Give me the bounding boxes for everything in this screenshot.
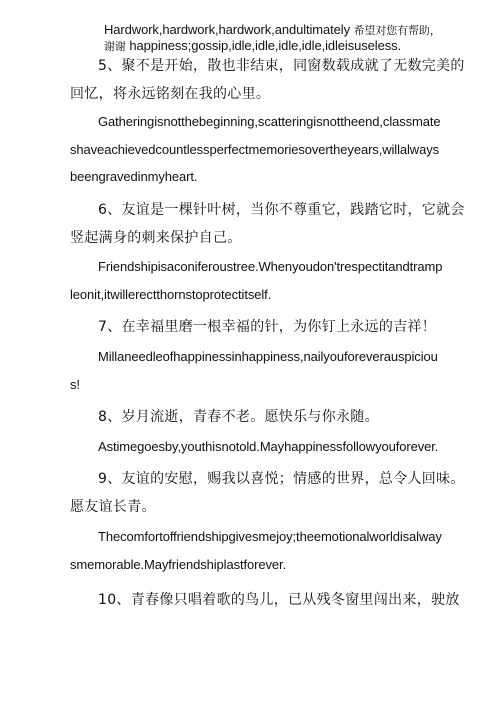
text-line (104, 38, 401, 55)
text-line: 5、聚不是开始，散也非结束，同窗数载成就了无数完美的 (98, 58, 465, 74)
text-line: 竖起满身的刺来保护自己。 (70, 230, 242, 246)
text-line: leonit,itwillerectthornstoprotectitself. (70, 287, 272, 302)
text-line: s! (70, 377, 80, 392)
text-line: Gatheringisnotthebeginning,scatteringisnottheend,classmate (98, 114, 441, 129)
text-line: 6、友谊是一棵针叶树，当你不尊重它，践踏它时，它就会 (98, 202, 465, 218)
text-line: Millaneedleofhappinessinhappiness,nailyouforeverauspiciou (98, 349, 438, 364)
text-line: 9、友谊的安慰，赐我以喜悦；情感的世界，总令人回味。 (98, 471, 465, 487)
text-fragment: 希望对您有帮助， (353, 25, 441, 37)
text-line: beengravedinmyheart. (70, 169, 198, 184)
text-fragment: Hardwork,hardwork,hardwork,andultimately (104, 22, 350, 37)
text-line: 8、岁月流逝，青春不老。愿快乐与你永随。 (98, 409, 379, 425)
text-line: shaveachievedcountlessperfectmemoriesovertheyears,willalways (70, 142, 440, 157)
text-line: 回忆，将永远铭刻在我的心里。 (70, 86, 271, 102)
text-line: 10、青春像只唱着歌的鸟儿，已从残冬窗里闯出来，驶放 (98, 592, 460, 608)
text-fragment: happiness;gossip,idle,idle,idle,idle,idleisuseless. (129, 38, 402, 53)
text-line: 愿友谊长青。 (70, 499, 156, 515)
text-line (104, 22, 441, 39)
text-line: Astimegoesby,youthisnotold.Mayhappinessfollowyouforever. (98, 439, 439, 454)
text-fragment: 谢谢 (104, 41, 126, 53)
text-line: Friendshipisaconiferoustree.Whenyoudon'trespectitandtramp (98, 259, 443, 274)
text-line: 7、在幸福里磨一根幸福的针，为你钉上永远的吉祥！ (98, 319, 437, 335)
text-line: Thecomfortoffriendshipgivesmejoy;theemotionalworldisalway (98, 529, 442, 544)
text-line: smemorable.Mayfriendshiplastforever. (70, 557, 287, 572)
